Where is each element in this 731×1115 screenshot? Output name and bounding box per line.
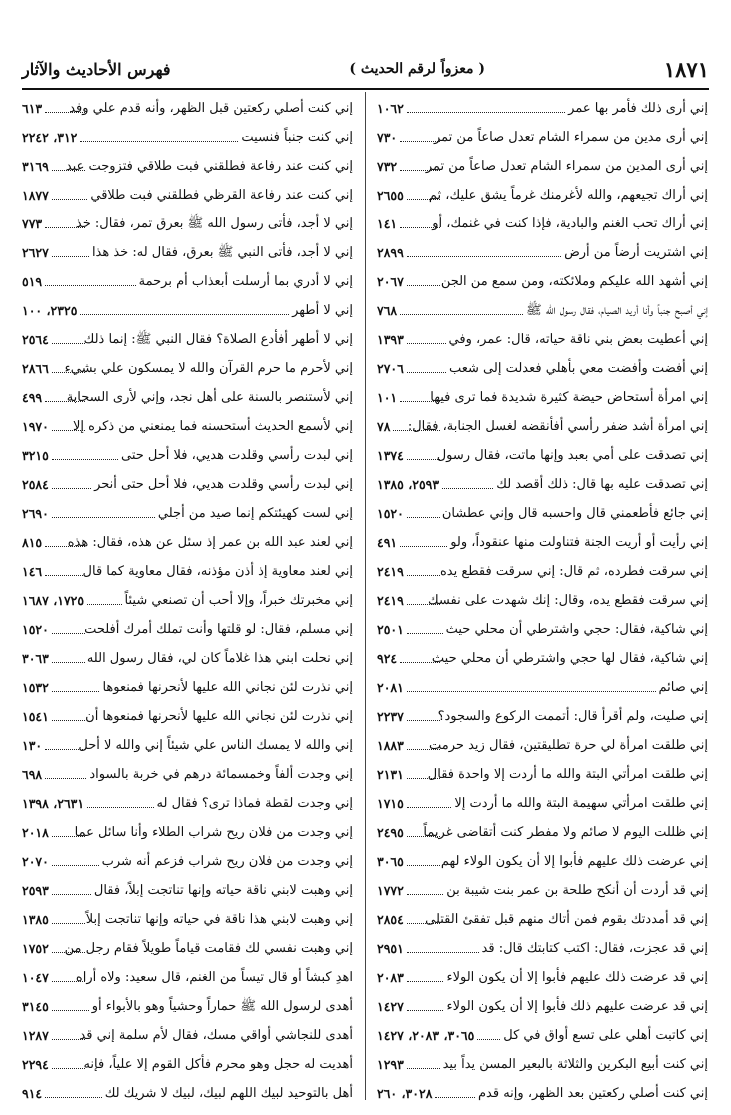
- entry-text: إني قد عجزت، فقال: اكتب كتابتك قال: قد: [481, 940, 708, 956]
- leader-dots: [407, 865, 440, 866]
- leader-dots: [52, 430, 85, 431]
- entry-reference: ١٠١: [377, 390, 398, 406]
- entry-text: إني جائع فأطعمني قال واحسبه قال وإني عطشان: [441, 506, 708, 522]
- leader-dots: [87, 807, 153, 808]
- index-entry: [22, 1017, 353, 1044]
- index-entry: [22, 698, 353, 725]
- entry-text: إني وجدت من فلان ريح شراب فزعم أنه شرب: [101, 853, 353, 869]
- index-entry: [22, 1075, 353, 1102]
- leader-dots: [407, 112, 565, 113]
- entry-reference: ٢٢٣٧: [377, 708, 404, 724]
- entry-text: إني لعند معاوية إذ أذن مؤذنه، فقال معاوية كما قال: [82, 564, 353, 580]
- leader-dots: [52, 662, 85, 663]
- index-entry: [22, 177, 353, 204]
- index-entry: [377, 554, 708, 581]
- leader-dots: [435, 1097, 475, 1098]
- index-entry: [377, 351, 708, 378]
- leader-dots: [407, 343, 446, 344]
- index-entry: [377, 90, 708, 117]
- leader-dots: [52, 199, 88, 200]
- leader-dots: [407, 285, 440, 286]
- entry-text: إني طلقت امرأة لي حرة تطليقتين، فقال زيد حرمت: [429, 737, 708, 753]
- leader-dots: [407, 1010, 444, 1011]
- entry-reference: ٢٠٧٠: [22, 853, 49, 869]
- page-header: [22, 52, 709, 86]
- leader-dots: [407, 807, 452, 808]
- entry-text: أهدى لرسول الله ﷺ حماراً وحشياً وهو بالأبواء أو: [91, 998, 353, 1014]
- leader-dots: [400, 227, 440, 228]
- entry-text: إني أراك تجيعهم، والله لأغرمنك غرماً يشق عليك، ثم: [428, 187, 708, 203]
- entry-text: إني كنت أصلي ركعتين بعد الظهر، وإنه قدم: [477, 1085, 708, 1101]
- entry-reference: ٢١٣١: [377, 766, 404, 782]
- index-entry: [22, 206, 353, 233]
- entry-reference: ١٠٤٧: [22, 969, 49, 985]
- entry-reference: ٣٠٦٥، ٢٠٨٣، ١٤٢٧: [377, 1027, 475, 1043]
- entry-text: إني أرى ذلك فأمر بها عمر: [568, 100, 708, 116]
- leader-dots: [87, 604, 121, 605]
- entry-reference: ٢٨٩٩: [377, 245, 404, 261]
- index-entry: [22, 756, 353, 783]
- leader-dots: [400, 662, 440, 663]
- index-entry: [22, 611, 353, 638]
- entry-text: إني قد أمددتك بقوم فمن أتاك منهم قبل تفقئ القتلى: [425, 911, 708, 927]
- leader-dots: [407, 749, 440, 750]
- entry-reference: ١٠٦٢: [377, 100, 404, 116]
- entry-reference: ٢٠٨٣: [377, 969, 404, 985]
- leader-dots: [52, 517, 155, 518]
- leader-dots: [52, 836, 85, 837]
- entry-text: إني تصدقت على أمي بعبد وإنها ماتت، فقال رسول: [436, 448, 708, 464]
- leader-dots: [45, 112, 85, 113]
- entry-reference: ٧٧٣: [22, 216, 43, 232]
- index-entry: [22, 525, 353, 552]
- entry-reference: ٢٥٨٤: [22, 477, 49, 493]
- index-entry: [377, 640, 708, 667]
- index-entry: [377, 119, 708, 146]
- entry-text: إني شاكية، فقال: حجي واشترطي أن محلي حيث: [445, 622, 708, 638]
- leader-dots: [52, 256, 89, 257]
- index-entry: [22, 438, 353, 465]
- index-entry: [377, 727, 708, 754]
- entry-text: إني رأيت أو أريت الجنة فتناولت منها عنقوداً، ولو: [450, 535, 708, 551]
- index-entry: [377, 872, 708, 899]
- entry-reference: ٣٠٢٨، ٢٦٠: [377, 1085, 433, 1101]
- entry-text: أهل بالتوحيد لبيك اللهم لبيك، لبيك لا شريك لك: [104, 1085, 353, 1101]
- entry-text: إني لا أطهر: [292, 303, 353, 319]
- entry-text: إني لأسمع الحديث أستحسنه فما يمنعني من ذكره إلا: [73, 419, 353, 435]
- leader-dots: [45, 285, 135, 286]
- entry-reference: ١٥٣٢: [22, 679, 49, 695]
- entry-reference: ٢٦٣١، ١٣٩٨: [22, 795, 85, 811]
- index-entry: [377, 843, 708, 870]
- entry-text: إني مسلم، فقال: لو قلتها وأنت تملك أمرك أفلحت: [84, 622, 353, 638]
- entry-reference: ٤٩٩: [22, 390, 43, 406]
- entry-text: إني والله لا يمسك الناس علي شيئاً إني والله لا أحل: [78, 737, 353, 753]
- leader-dots: [45, 575, 85, 576]
- leader-dots: [52, 923, 85, 924]
- index-entry: [22, 785, 353, 812]
- leader-dots: [52, 1039, 85, 1040]
- entry-reference: ٧٣٢: [377, 158, 398, 174]
- entry-text: إني مخبرتك خبراً، وإلا أحب أن تصنعي شيئاً: [124, 593, 353, 609]
- entry-reference: ٢٠١٨: [22, 824, 49, 840]
- leader-dots: [80, 141, 238, 142]
- entry-text: إني امرأة أستحاض حيضة كثيرة شديدة فما ترى فيها: [430, 390, 708, 406]
- entry-reference: ١٣٧٤: [377, 448, 404, 464]
- index-entry: [22, 669, 353, 696]
- leader-dots: [52, 170, 85, 171]
- leader-dots: [442, 488, 493, 489]
- index-entry: [22, 264, 353, 291]
- entry-text: إني أرى المدين من سمراء الشام تعدل صاعاً من تمر: [425, 158, 708, 174]
- entry-reference: ١٤١: [377, 216, 398, 232]
- index-entry: [22, 988, 353, 1015]
- index-title: فهرس الأحاديث والآثار: [22, 59, 171, 79]
- index-entry: [377, 148, 708, 175]
- leader-dots: [80, 314, 289, 315]
- entry-reference: ٣٠٦٣: [22, 651, 49, 666]
- entry-text: إني لأحرم ما حرم القرآن والله لا يمسكون علي بشيء: [64, 361, 353, 377]
- entry-text: إني صائم: [658, 679, 708, 695]
- entry-reference: ١٣٠: [22, 737, 43, 753]
- entry-reference: ١٥٢٠: [377, 506, 404, 522]
- index-entry: [377, 930, 708, 957]
- entry-reference: ٢٩٥١: [377, 940, 404, 956]
- entry-reference: ٢٦٥٥: [377, 187, 404, 203]
- index-entry: [22, 554, 353, 581]
- entry-text: إني صليت، ولم أقرأ قال: أتممت الركوع والسجود؟: [437, 708, 708, 724]
- leader-dots: [45, 227, 85, 228]
- entry-text: إني لأستنصر بالسنة على أهل نجد، وإني لأرى السحابة: [66, 390, 353, 406]
- entry-reference: ١٧٥٢: [22, 940, 49, 956]
- entry-text: إني لست كهيئتكم إنما صيد من أجلي: [157, 506, 353, 522]
- entry-reference: ٢٥٩٣: [22, 882, 49, 898]
- entry-text: إني طلقت امرأتي سهيمة البتة والله ما أردت إلا: [454, 795, 708, 811]
- leader-dots: [407, 836, 440, 837]
- entry-reference: ١٣٨٥: [22, 911, 49, 927]
- leader-dots: [52, 720, 85, 721]
- entry-text: إني لعند عبد الله بن عمر إذ سئل عن هذه، فقال: هذه: [67, 535, 353, 551]
- leader-dots: [52, 633, 85, 634]
- leader-dots: [407, 691, 656, 692]
- entry-text: إني لا أدري بما أرسلت أبعذاب أم برحمة: [138, 274, 353, 290]
- column-divider: [365, 92, 366, 1100]
- index-entry: [22, 119, 353, 146]
- entry-text: إني طلقت امرأتي البتة والله ما أردت إلا واحدة فقال: [427, 766, 708, 782]
- entry-text: إني وهبت نفسي لك فقامت قياماً طويلاً فقام رجل من: [64, 940, 353, 956]
- leader-dots: [407, 517, 440, 518]
- entry-text: إني وهبت لابني هذا ناقة في حياته وإنها تناتجت إبلاً: [85, 911, 353, 927]
- entry-text: إني وجدت من فلان ريح شراب الطلاء وأنا سائل عما: [74, 824, 353, 840]
- leader-dots: [45, 749, 85, 750]
- entry-text: إني لا أجد، فأتى رسول الله ﷺ بعرق تمر، فقال: خذ: [75, 216, 353, 232]
- entry-reference: ١٢٨٧: [22, 1027, 49, 1043]
- index-entry: [22, 351, 353, 378]
- leader-dots: [52, 372, 85, 373]
- entry-text: إني كنت عند رفاعة فطلقني فبت طلاقي فتزوجت عبد: [65, 158, 353, 174]
- entry-reference: ١٨٨٣: [377, 737, 404, 753]
- entry-text: إني سرقت فطرده، ثم قال: إني سرقت فقطع يده: [439, 564, 708, 580]
- entry-text: إني لبدت رأسي وقلدت هديي، فلا أحل حتى أنحر: [94, 477, 353, 493]
- index-entry: [377, 322, 708, 349]
- entry-text: إني وهبت لابني ناقة حياته وإنها تناتجت إبلاً، فقال: [93, 882, 353, 898]
- leader-dots: [45, 546, 85, 547]
- entry-text: إني وجدت ألفاً وخمسمائة درهم في خربة بالسواد: [89, 766, 353, 782]
- leader-dots: [400, 141, 440, 142]
- index-entry: [377, 959, 708, 986]
- entry-text: إني أراك تحب الغنم والبادية، فإذا كنت في غنمك، أو: [432, 216, 708, 232]
- leader-dots: [52, 343, 85, 344]
- index-entry: [22, 148, 353, 175]
- leader-dots: [407, 633, 443, 634]
- entry-text: إني أصبح جنباً وأنا أريد الصيام، فقال رسول الله ﷺ: [526, 303, 708, 319]
- entry-reference: ٢٦٩٠: [22, 506, 49, 522]
- entry-reference: ٢٥٩٣، ١٣٨٥: [377, 477, 440, 493]
- entry-reference: ٢٠٦٧: [377, 274, 404, 290]
- index-entry: [22, 727, 353, 754]
- leader-dots: [45, 778, 86, 779]
- index-entry: [377, 206, 708, 233]
- entry-reference: ١٥٢٠: [22, 622, 49, 638]
- index-entry: [377, 1046, 708, 1073]
- entry-text: أهدى للنجاشي أواقي مسك، فقال لأم سلمة إني قد: [79, 1027, 353, 1043]
- entry-text: إني تصدقت عليه بها قال: ذلك أقصد لك: [496, 477, 708, 493]
- index-entry: [377, 698, 708, 725]
- entry-reference: ١٢٩٣: [377, 1056, 404, 1072]
- entry-text: إني أعطيت بعض بني ناقة حياته، قال: عمر، وفي: [448, 332, 708, 348]
- index-entry: [22, 582, 353, 609]
- entry-text: إني لا أطهر أفأدع الصلاة؟ فقال النبي ﷺ: إنما ذلك: [83, 332, 353, 348]
- entry-reference: ٢٢٩٤: [22, 1056, 49, 1072]
- index-entry: [22, 322, 353, 349]
- index-entry: [377, 1017, 708, 1044]
- index-entry: [377, 814, 708, 841]
- index-entry: [22, 409, 353, 436]
- leader-dots: [407, 1068, 440, 1069]
- index-entry: [377, 901, 708, 928]
- leader-dots: [400, 170, 440, 171]
- index-entry: [22, 467, 353, 494]
- entry-text: إني كنت أصلي ركعتين قبل الظهر، وأنه قدم علي وفد: [69, 100, 353, 116]
- leader-dots: [52, 1010, 89, 1011]
- entry-reference: ٦٩٨: [22, 766, 43, 782]
- entry-reference: ٤٩١: [377, 535, 398, 551]
- index-entry: [377, 988, 708, 1015]
- index-entry: [22, 90, 353, 117]
- leader-dots: [477, 1039, 500, 1040]
- entry-reference: ٧٦٨: [377, 303, 398, 319]
- entry-text: إني أرى مدين من سمراء الشام تعدل صاعاً من تمر: [433, 129, 708, 145]
- entry-reference: ٧٨: [377, 419, 391, 435]
- leader-dots: [400, 314, 523, 315]
- entry-text: إني وجدت لقطة فماذا ترى؟ فقال له: [156, 795, 353, 811]
- entry-text: إني قد عرضت عليهم ذلك فأبوا إلا أن يكون الولاء: [446, 998, 708, 1014]
- entry-text: إني نذرت لئن نجاني الله عليها لأنحرنها فمنعوها: [102, 679, 353, 695]
- entry-text: إني عرضت ذلك عليهم فأبوا إلا أن يكون الولاء لهم: [440, 853, 708, 869]
- entry-reference: ٥١٩: [22, 274, 43, 290]
- entry-reference: ٨١٥: [22, 535, 43, 551]
- entry-text: إني كنت جنباً فنسيت: [241, 129, 353, 145]
- leader-dots: [52, 981, 85, 982]
- entry-reference: ٢٤١٩: [377, 593, 404, 609]
- index-entry: [22, 235, 353, 262]
- entry-reference: ١٤٦: [22, 564, 43, 580]
- leader-dots: [407, 894, 443, 895]
- leader-dots: [407, 720, 440, 721]
- right-column: [377, 90, 708, 1102]
- entry-text: إني أفضت وأفضت معي بأهلي فعدلت إلى شعب: [448, 361, 708, 377]
- entry-reference: ٣١٢، ٢٢٤٢: [22, 129, 78, 145]
- entry-reference: ٢٨٦٦: [22, 361, 49, 377]
- leader-dots: [393, 430, 440, 431]
- left-column: [22, 90, 353, 1102]
- index-entry: [22, 843, 353, 870]
- leader-dots: [400, 546, 447, 547]
- entry-reference: ٢٦٢٧: [22, 245, 49, 261]
- leader-dots: [407, 923, 440, 924]
- leader-dots: [52, 691, 100, 692]
- entry-reference: ٣٢١٥: [22, 448, 49, 464]
- entry-reference: ٢٤١٩: [377, 564, 404, 580]
- entry-text: إني اشتريت أرضاً من أرض: [564, 245, 708, 261]
- entry-text: أهديت له حجل وهو محرم فأكل القوم إلا علياً، فإنه: [83, 1056, 353, 1072]
- entry-reference: ٢٣٢٥، ١٠٠: [22, 303, 78, 319]
- leader-dots: [407, 575, 440, 576]
- entry-reference: ١٣٩٣: [377, 332, 404, 348]
- entry-reference: ١٥٤١: [22, 708, 49, 724]
- entry-reference: ١٧١٥: [377, 795, 404, 811]
- entry-reference: ٧٣٠: [377, 129, 398, 145]
- entry-text: إني سرقت فقطع يده، وقال: إنك شهدت على نفسك: [427, 593, 708, 609]
- entry-text: اهدِ كبشاً أو قال تيساً من الغنم، قال سعيد: ولاه أراه: [75, 969, 353, 985]
- index-entry: [377, 785, 708, 812]
- index-entry: [22, 1046, 353, 1073]
- leader-dots: [52, 1068, 85, 1069]
- leader-dots: [407, 981, 444, 982]
- index-entry: [377, 177, 708, 204]
- index-entry: [377, 235, 708, 262]
- entry-reference: ٢٥٦٤: [22, 332, 49, 348]
- index-entry: [22, 930, 353, 957]
- entry-text: إني نحلت ابني هذا غلاماً كان لي، فقال رسول الله: [86, 651, 353, 666]
- leader-dots: [407, 778, 440, 779]
- page-number: ١٨٧١: [663, 56, 709, 82]
- entry-text: إني شاكية، فقال لها حجي واشترطي أن محلي حيث: [431, 651, 708, 666]
- index-entry: [377, 264, 708, 291]
- entry-reference: ٣١٤٥: [22, 998, 49, 1014]
- entry-text: إني ظللت اليوم لا صائم ولا مفطر كنت أتقاضى غريماً: [423, 824, 708, 840]
- index-entry: [377, 293, 708, 320]
- entry-text: إني نذرت لئن نجاني الله عليها لأنحرنها فمنعوها أن: [85, 708, 353, 724]
- index-entry: [377, 380, 708, 407]
- entry-reference: ١٤٢٧: [377, 998, 404, 1014]
- index-entry: [22, 814, 353, 841]
- entry-reference: ١٧٢٥، ١٦٨٧: [22, 593, 85, 609]
- leader-dots: [52, 952, 85, 953]
- entry-reference: ٩١٤: [22, 1085, 43, 1101]
- leader-dots: [45, 1097, 102, 1098]
- leader-dots: [52, 865, 99, 866]
- index-entry: [377, 611, 708, 638]
- index-entry: [377, 467, 708, 494]
- leader-dots: [407, 952, 479, 953]
- entry-reference: ٢٥٠١: [377, 622, 404, 638]
- index-entry: [377, 582, 708, 609]
- entry-reference: ١٩٧٠: [22, 419, 49, 435]
- entry-reference: ٣٠٦٥: [377, 853, 404, 869]
- index-entry: [22, 872, 353, 899]
- entry-text: إني لبدت رأسي وقلدت هديي، فلا أحل حتى: [120, 448, 353, 464]
- index-entry: [22, 901, 353, 928]
- entry-text: إني لا أجد، فأتى النبي ﷺ بعرق، فقال له: خذ هذا: [91, 245, 353, 261]
- entry-text: إني قد أردت أن أنكح طلحة بن عمر بنت شيبة بن: [446, 882, 708, 898]
- index-entry: [22, 293, 353, 320]
- index-entry: [22, 496, 353, 523]
- entry-text: إني كنت عند رفاعة القرظي فطلقني فبت طلاقي: [90, 187, 353, 203]
- leader-dots: [400, 401, 440, 402]
- leader-dots: [52, 459, 118, 460]
- entry-text: إني امرأة أشد ضفر رأسي أفأنقضه لغسل الجنابة، فقال:: [407, 419, 708, 435]
- index-entry: [22, 640, 353, 667]
- entry-reference: ٣١٦٩: [22, 158, 49, 174]
- entry-text: إني كاتبت أهلي على تسع أواق في كل: [503, 1027, 708, 1043]
- leader-dots: [407, 604, 440, 605]
- index-entry: [22, 959, 353, 986]
- index-entry: [377, 438, 708, 465]
- index-entry: [377, 525, 708, 552]
- leader-dots: [407, 199, 440, 200]
- index-entry: [22, 380, 353, 407]
- entry-reference: ٢٤٩٥: [377, 824, 404, 840]
- entry-reference: ٢٧٠٦: [377, 361, 404, 377]
- leader-dots: [52, 894, 91, 895]
- leader-dots: [407, 459, 440, 460]
- entry-reference: ٦١٣: [22, 100, 43, 116]
- entry-text: إني كنت أبيع البكرين والثلاثة بالبعير المسن يداً بيد: [442, 1056, 708, 1072]
- leader-dots: [52, 488, 91, 489]
- index-entry: [377, 496, 708, 523]
- index-entry: [377, 756, 708, 783]
- entry-reference: ٩٢٤: [377, 651, 398, 666]
- leader-dots: [407, 256, 561, 257]
- entry-reference: ٢٨٥٤: [377, 911, 404, 927]
- index-entry: [377, 1075, 708, 1102]
- leader-dots: [45, 401, 85, 402]
- entry-reference: ٢٠٨١: [377, 679, 404, 695]
- leader-dots: [407, 372, 446, 373]
- section-title: ( معزواً لرقم الحديث ): [349, 61, 485, 77]
- entry-reference: ١٨٧٧: [22, 187, 49, 203]
- index-entry: [377, 409, 708, 436]
- index-entry: [377, 669, 708, 696]
- entry-reference: ١٧٧٢: [377, 882, 404, 898]
- entry-text: إني أشهد الله عليكم وملائكته، ومن سمع من الجن: [440, 274, 708, 290]
- entry-text: إني قد عرضت ذلك عليهم فأبوا إلا أن يكون الولاء: [446, 969, 708, 985]
